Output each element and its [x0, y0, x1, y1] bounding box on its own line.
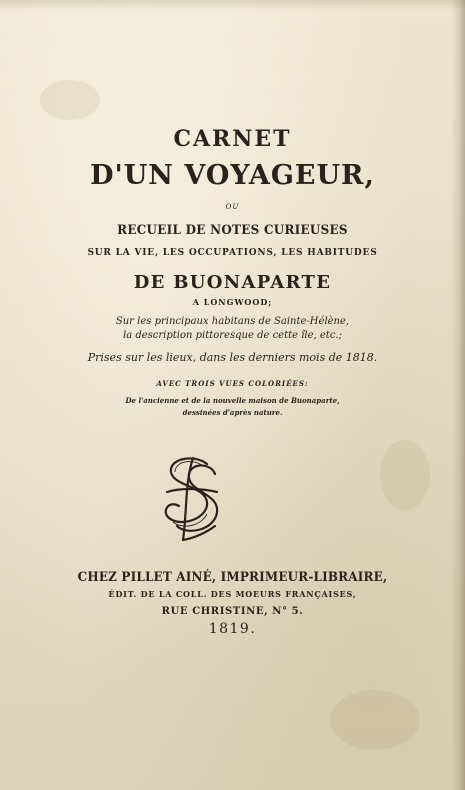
illustrations-line-3: dessinées d'après nature. — [182, 408, 283, 417]
publisher-line: CHEZ PILLET AINÉ, IMPRIMEUR-LIBRAIRE, — [77, 570, 388, 585]
foxing-spot — [380, 440, 430, 510]
description-line-3: Prises sur les lieux, dans les derniers mois de 1818. — [87, 351, 378, 364]
monogram-icon — [157, 452, 227, 544]
subtitle-line-2: SUR LA VIE, LES OCCUPATIONS, LES HABITUDES — [87, 248, 378, 258]
publisher-note: ÉDIT. DE LA COLL. DES MOEURS FRANÇAISES, — [108, 589, 357, 599]
subject-name: DE BUONAPARTE — [133, 272, 332, 293]
publication-year: 1819. — [208, 621, 257, 637]
foxing-spot — [330, 690, 420, 750]
illustrations-line-1: AVEC TROIS VUES COLORIÉES: — [156, 379, 309, 388]
foxing-spot — [40, 80, 100, 120]
description-line-2: la description pittoresque de cette île, etc.; — [123, 330, 342, 341]
subject-place: A LONGWOOD; — [192, 297, 273, 307]
subtitle-line-1: RECUEIL DE NOTES CURIEUSES — [117, 223, 348, 238]
publisher-address: RUE CHRISTINE, N° 5. — [161, 606, 304, 617]
paper-edge-top — [0, 0, 465, 10]
title-line-2: D'UN VOYAGEUR, — [90, 160, 375, 191]
description-line-1: Sur les principaux habitans de Sainte-Hélène, — [115, 316, 350, 327]
illustrations-line-2: De l'ancienne et de la nouvelle maison de Buonaparte, — [125, 396, 340, 405]
paper-edge-right — [451, 0, 465, 790]
title-line-1: CARNET — [173, 126, 292, 152]
title-conjunction: OU — [225, 203, 240, 211]
